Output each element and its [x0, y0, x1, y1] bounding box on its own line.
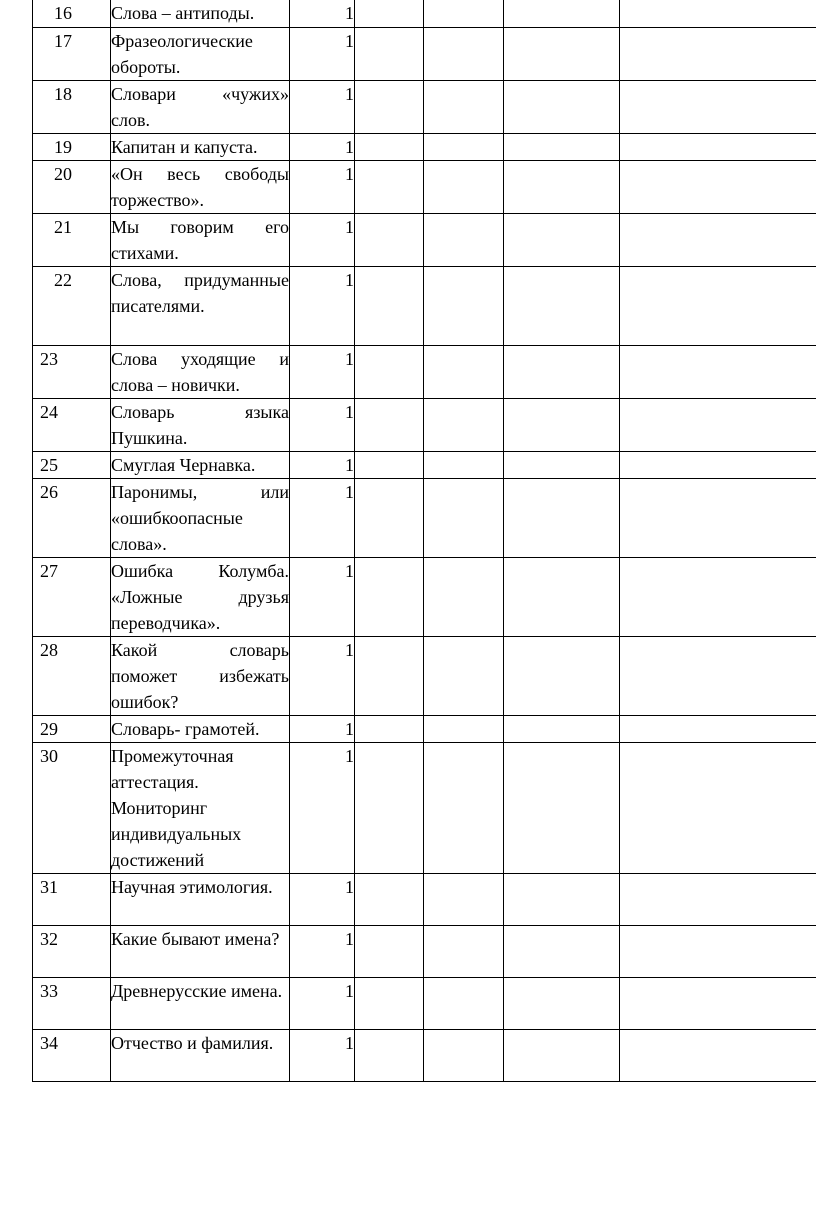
lesson-hours: 1: [290, 715, 355, 742]
empty-cell: [620, 478, 816, 557]
empty-cell: [620, 557, 816, 636]
empty-cell: [504, 213, 620, 266]
empty-cell: [355, 1029, 424, 1081]
lesson-topic: Слова уходящие и слова – новички.: [111, 345, 290, 398]
empty-cell: [424, 715, 504, 742]
empty-cell: [620, 0, 816, 27]
empty-cell: [424, 557, 504, 636]
empty-cell: [424, 451, 504, 478]
table-row: [33, 557, 816, 636]
lesson-hours: 1: [290, 160, 355, 213]
empty-cell: [355, 742, 424, 873]
lesson-number: 33: [33, 977, 111, 1029]
empty-cell: [355, 925, 424, 977]
lesson-topic: Смуглая Чернавка.: [111, 451, 290, 478]
table-row: [33, 925, 816, 977]
empty-cell: [504, 133, 620, 160]
empty-cell: [620, 1029, 816, 1081]
empty-cell: [424, 398, 504, 451]
lesson-number: 31: [33, 873, 111, 925]
lesson-topic: Отчество и фамилия.: [111, 1029, 290, 1081]
lesson-hours: 1: [290, 478, 355, 557]
empty-cell: [424, 80, 504, 133]
empty-cell: [424, 478, 504, 557]
empty-cell: [504, 557, 620, 636]
lesson-topic: Древнерусские имена.: [111, 977, 290, 1029]
lesson-topic: Словарь языка Пушкина.: [111, 398, 290, 451]
lesson-number: 27: [33, 557, 111, 636]
empty-cell: [355, 478, 424, 557]
empty-cell: [504, 977, 620, 1029]
empty-cell: [424, 0, 504, 27]
table-row: [33, 742, 816, 873]
empty-cell: [424, 742, 504, 873]
empty-cell: [620, 451, 816, 478]
lesson-number: 25: [33, 451, 111, 478]
table-row: [33, 0, 816, 27]
empty-cell: [355, 266, 424, 345]
empty-cell: [620, 27, 816, 80]
empty-cell: [355, 80, 424, 133]
lesson-topic: Капитан и капуста.: [111, 133, 290, 160]
lesson-hours: 1: [290, 873, 355, 925]
empty-cell: [355, 398, 424, 451]
lesson-number: 18: [33, 80, 111, 133]
table-row: [33, 478, 816, 557]
table-row: [33, 345, 816, 398]
empty-cell: [504, 398, 620, 451]
lesson-number: 20: [33, 160, 111, 213]
empty-cell: [424, 873, 504, 925]
document-page: [32, 0, 816, 1082]
lesson-hours: 1: [290, 80, 355, 133]
lesson-number: 32: [33, 925, 111, 977]
empty-cell: [355, 977, 424, 1029]
empty-cell: [504, 80, 620, 133]
lesson-hours: 1: [290, 977, 355, 1029]
lesson-number: 16: [33, 0, 111, 27]
empty-cell: [424, 345, 504, 398]
empty-cell: [620, 398, 816, 451]
empty-cell: [424, 1029, 504, 1081]
lesson-topic: Слова – антиподы.: [111, 0, 290, 27]
lesson-number: 29: [33, 715, 111, 742]
empty-cell: [504, 27, 620, 80]
lesson-number: 17: [33, 27, 111, 80]
lesson-topic: Какой словарь поможет избежать ошибок?: [111, 636, 290, 715]
empty-cell: [424, 925, 504, 977]
table-row: [33, 977, 816, 1029]
empty-cell: [620, 873, 816, 925]
lesson-topic: Словари «чужих» слов.: [111, 80, 290, 133]
empty-cell: [355, 0, 424, 27]
lesson-number: 19: [33, 133, 111, 160]
empty-cell: [424, 160, 504, 213]
lesson-hours: 1: [290, 925, 355, 977]
empty-cell: [504, 636, 620, 715]
lesson-number: 24: [33, 398, 111, 451]
table-row: [33, 266, 816, 345]
empty-cell: [355, 27, 424, 80]
table-row: [33, 213, 816, 266]
empty-cell: [620, 266, 816, 345]
empty-cell: [620, 345, 816, 398]
empty-cell: [504, 925, 620, 977]
lesson-number: 21: [33, 213, 111, 266]
lesson-number: 26: [33, 478, 111, 557]
empty-cell: [355, 715, 424, 742]
empty-cell: [620, 80, 816, 133]
lesson-topic: «Он весь свободы торжество».: [111, 160, 290, 213]
lesson-number: 34: [33, 1029, 111, 1081]
lesson-number: 23: [33, 345, 111, 398]
empty-cell: [620, 925, 816, 977]
lesson-topic: Какие бывают имена?: [111, 925, 290, 977]
empty-cell: [355, 160, 424, 213]
empty-cell: [504, 742, 620, 873]
lesson-topic: Ошибка Колумба. «Ложные друзья переводчика».: [111, 557, 290, 636]
table-row: [33, 451, 816, 478]
lesson-topic: Промежуточная аттестация. Мониторинг индивидуальных достижений: [111, 742, 290, 873]
empty-cell: [355, 636, 424, 715]
empty-cell: [504, 1029, 620, 1081]
lesson-number: 30: [33, 742, 111, 873]
empty-cell: [424, 213, 504, 266]
lesson-hours: 1: [290, 742, 355, 873]
empty-cell: [355, 345, 424, 398]
empty-cell: [424, 636, 504, 715]
lesson-topic: Научная этимология.: [111, 873, 290, 925]
empty-cell: [620, 160, 816, 213]
empty-cell: [504, 266, 620, 345]
lesson-hours: 1: [290, 133, 355, 160]
empty-cell: [504, 873, 620, 925]
empty-cell: [504, 0, 620, 27]
lesson-hours: 1: [290, 0, 355, 27]
lesson-hours: 1: [290, 636, 355, 715]
empty-cell: [424, 27, 504, 80]
table-row: [33, 80, 816, 133]
empty-cell: [504, 715, 620, 742]
empty-cell: [620, 742, 816, 873]
lesson-topic: Словарь- грамотей.: [111, 715, 290, 742]
lesson-hours: 1: [290, 451, 355, 478]
empty-cell: [424, 266, 504, 345]
table-row: [33, 715, 816, 742]
table-row: [33, 873, 816, 925]
empty-cell: [355, 451, 424, 478]
empty-cell: [504, 160, 620, 213]
lesson-topic: Фразеологические обороты.: [111, 27, 290, 80]
empty-cell: [504, 478, 620, 557]
empty-cell: [620, 636, 816, 715]
table-row: [33, 398, 816, 451]
lesson-hours: 1: [290, 398, 355, 451]
lesson-plan-table: [32, 0, 816, 1082]
lesson-hours: 1: [290, 345, 355, 398]
empty-cell: [355, 557, 424, 636]
lesson-hours: 1: [290, 27, 355, 80]
lesson-hours: 1: [290, 266, 355, 345]
lesson-topic: Мы говорим его стихами.: [111, 213, 290, 266]
lesson-hours: 1: [290, 557, 355, 636]
empty-cell: [504, 451, 620, 478]
table-row: [33, 160, 816, 213]
empty-cell: [504, 345, 620, 398]
lesson-number: 28: [33, 636, 111, 715]
empty-cell: [355, 213, 424, 266]
empty-cell: [620, 213, 816, 266]
empty-cell: [424, 133, 504, 160]
table-row: [33, 1029, 816, 1081]
lesson-number: 22: [33, 266, 111, 345]
table-row: [33, 636, 816, 715]
table-row: [33, 27, 816, 80]
lesson-topic: Паронимы, или «ошибкоопасные слова».: [111, 478, 290, 557]
empty-cell: [424, 977, 504, 1029]
empty-cell: [355, 873, 424, 925]
empty-cell: [620, 977, 816, 1029]
lesson-hours: 1: [290, 1029, 355, 1081]
empty-cell: [620, 715, 816, 742]
empty-cell: [620, 133, 816, 160]
empty-cell: [355, 133, 424, 160]
lesson-topic: Слова, придуманные писателями.: [111, 266, 290, 345]
lesson-hours: 1: [290, 213, 355, 266]
table-row: [33, 133, 816, 160]
